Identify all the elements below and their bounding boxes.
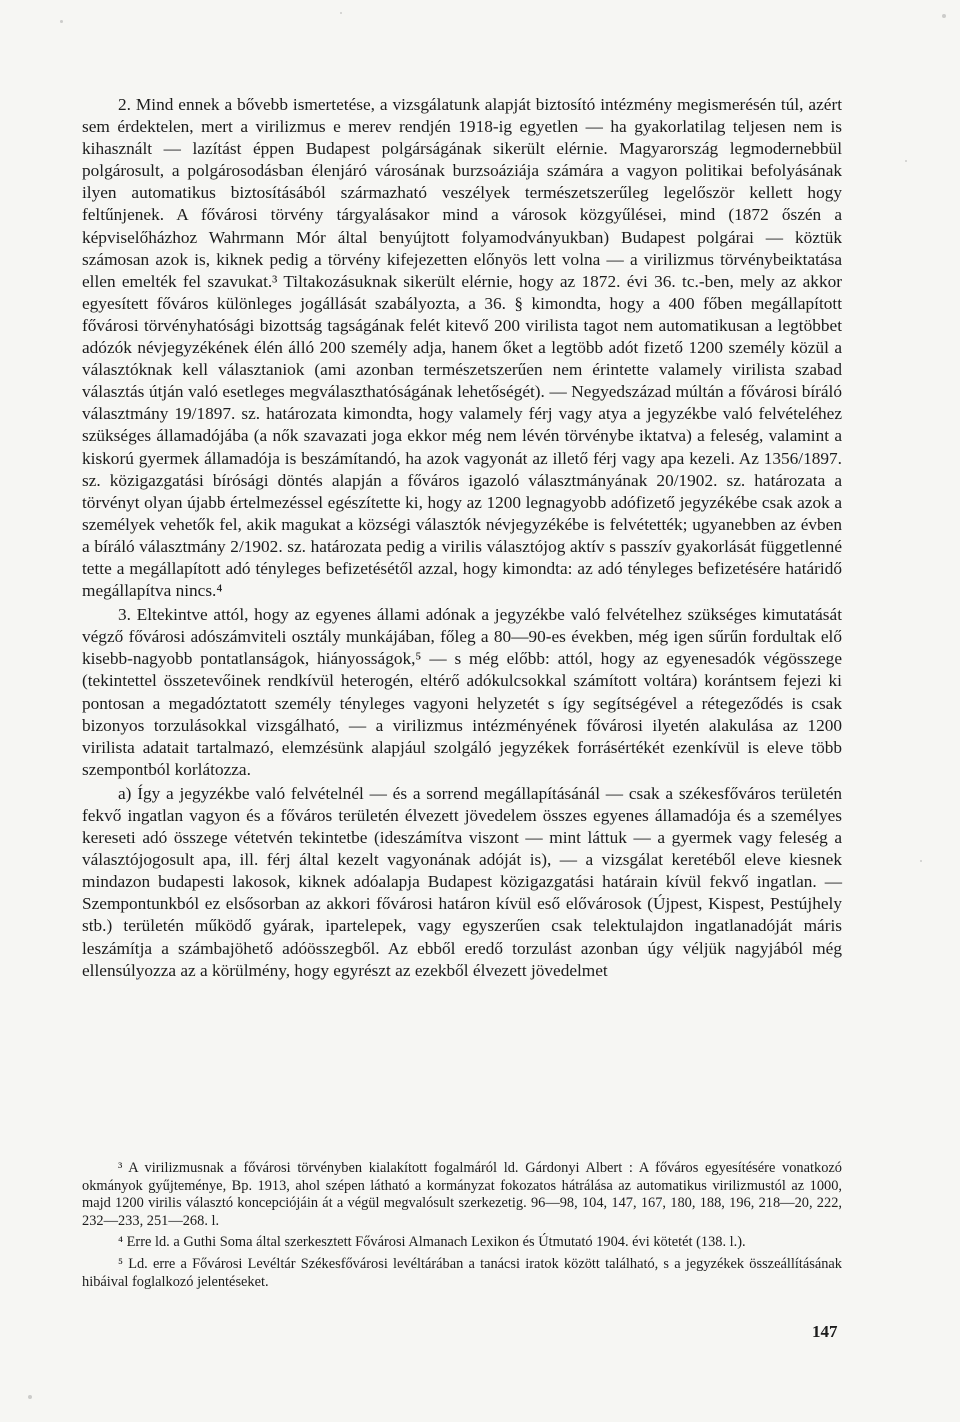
scan-speck <box>340 12 342 14</box>
main-text <box>82 94 842 982</box>
scan-speck <box>905 160 907 162</box>
paragraph-2: 2. Mind ennek a bővebb ismertetése, a vizsgálatunk alapját biztosító intézmény megismerésén túl, azért sem érdektelen, mert a virilizmus e merev rendjén 1918-ig egyetlen — ha gyakorlatilag teljesen nem is kihasznált — lazítást éppen Budapest polgárságának sikerült elérnie. Magyarország legmodernebbül polgárosult, a polgárosodásban élenjáró városának burzsoáziája számára a vagyon politikai befolyásának ilyen automatikus biztosításából származható veszélyek természetszerűleg legelőször kellett hogy feltűnjenek. A fővárosi törvény tárgyalásakor mind a városok közgyűlései, mind (1872 őszén a képviselőházhoz Wahrmann Mór által benyújtott folyamodványukban) Budapest polgárai — köztük számosan azok is, kiknek pedig a törvény kifejezetten előnyös lett volna — a virilizmus törvénybeiktatása ellen emelték fel szavukat.³ Tiltakozásuknak sikerült elérnie, hogy az 1872. évi 36. tc.-ben, mely az akkor egyesített főváros különleges jogállását szabályozta, a 36. § kimondta, hogy a 400 főben megállapított fővárosi törvényhatósági bizottság tagságának felét kitevő 200 virilista tagot nem automatikusan a legtöbbet adózók névjegyzékének élén álló 200 személy adja, hanem őket a legtöbb adót fizető 1200 személy közül a választóknak kell választaniok (ami azonban természetszerűen nem érintette valamely virilista szabad választás útján való esetleges megválaszthatóságának lehetőségét). — Negyedszázad múltán a fővárosi bíráló választmány 19/1897. sz. határozata kimondta, hogy valamely férj vagy atya a jegyzékbe való felvételéhez szükséges államadójába (a nők szavazati joga ekkor még nem lévén törvénybe iktatva) a feleség, valamint a kiskorú gyermek államadója is beszámítandó, ha azok vagyonát az illető férj vagy apa kezeli. Az 1356/1897. sz. közigazgatási bírósági döntés alapján a főváros igazoló választmányának 20/1902. sz. határozata a törvényt olyan újabb értelmezéssel egészítette ki, hogy az 1200 legnagyobb adófizető jegyzékébe csak azok a személyek vehetők fel, akik magukat a községi választók névjegyzékébe is felvétették; ugyanebben az évben a bíráló választmány 2/1902. sz. határozata pedig a virilis választójog aktív s passzív gyakorlását függetlenné tette a megállapított adó tényleges befizetésétől azzal, hogy kimondta: az adó tényleges befizetésére határidő megállapítva nincs.⁴ <box>82 95 842 601</box>
paragraph-3a: a) Így a jegyzékbe való felvételnél — és a sorrend megállapításánál — csak a székesfőváros területén fekvő ingatlan vagyon és a főváros területén élvezett jövedelem összes egyenes államadója és a személyes kereseti adó összege vétetvén tekintetbe (ideszámítva viszont — mint láttuk — a gyermek vagy feleség a választójogosult apa, ill. férj által kezelt vagyonának adóját is), — a vizsgálat keretéből eleve kiesnek mindazon budapesti lakosok, kiknek adóalapja Budapest közigazgatási határain kívül fekvő ingatlan. — Szempontunkból ez elsősorban az akkori fővárosi határon kívül eső elővárosok (Újpest, Kispest, Pestújhely stb.) területén működő gyárak, ipartelepek, vagy egyszerűen csak telektulajdon ingatlanadóját máris leszámítja a számbajöhető adóösszegből. Az ebből eredő torzulást azonban úgy véljük nagyjából még ellensúlyozza az a körülmény, hogy egyrészt az ezekből élvezett jövedelmet <box>82 783 842 980</box>
footnote-5: ⁵ Ld. erre a Fővárosi Levéltár Székesfővárosi levéltárában a tanácsi iratok között található, s a jegyzékek összeállításának hibáival foglalkozó jelentéseket. <box>82 1255 842 1290</box>
scan-speck <box>60 20 63 23</box>
footnote-3: ³ A virilizmusnak a fővárosi törvényben kialakított fogalmáról ld. Gárdonyi Albert : A főváros egyesítésére vonatkozó okmányok gyűjteménye, Bp. 1913, ahol szépen látható a kormányzat fokozatos hátrálása az automatikus virilizmustól az 1000, majd 1200 virilis választó koncepciójáin át a végül megvalósult szerkezetig. 96—98, 104, 147, 167, 180, 188, 196, 218—20, 222, 232—233, 251—268. l. <box>82 1160 842 1229</box>
footnote-4: ⁴ Erre ld. a Guthi Soma által szerkesztett Fővárosi Almanach Lexikon és Útmutató 1904. évi kötetét (138. l.). <box>118 1234 746 1251</box>
scan-speck <box>28 1395 32 1399</box>
scan-speck <box>920 860 922 862</box>
scan-speck <box>942 14 946 18</box>
footnotes <box>82 1160 842 1295</box>
body-text <box>82 94 842 982</box>
page-number: 147 <box>812 1322 838 1341</box>
paragraph-3: 3. Eltekintve attól, hogy az egyenes állami adónak a jegyzékbe való felvételhez szükséges kimutatását végző fővárosi adószámviteli osztály munkájában, főleg a 80—90-es években, még igen sűrűn fordultak elő kisebb-nagyobb pontatlanságok, hiányosságok,⁵ — s még előbb: attól, hogy az egyenesadók végösszege (tekintettel összetevőinek rendkívül heterogén, eltérő adókulcsokkal számított voltára) korántsem fejezi ki pontosan a megadóztatott személy tényleges vagyoni helyzetét s így segítségével a rétegeződés is csak bizonyos torzulásokkal vizsgálható, — a virilizmus intézményének fővárosi ilyetén alakulása az 1200 virilista adatait tartalmazó, elemzésünk alapjául szolgáló jegyzékek forrásértékét ezenkívül is eleve több szempontból korlátozza. <box>82 605 842 779</box>
